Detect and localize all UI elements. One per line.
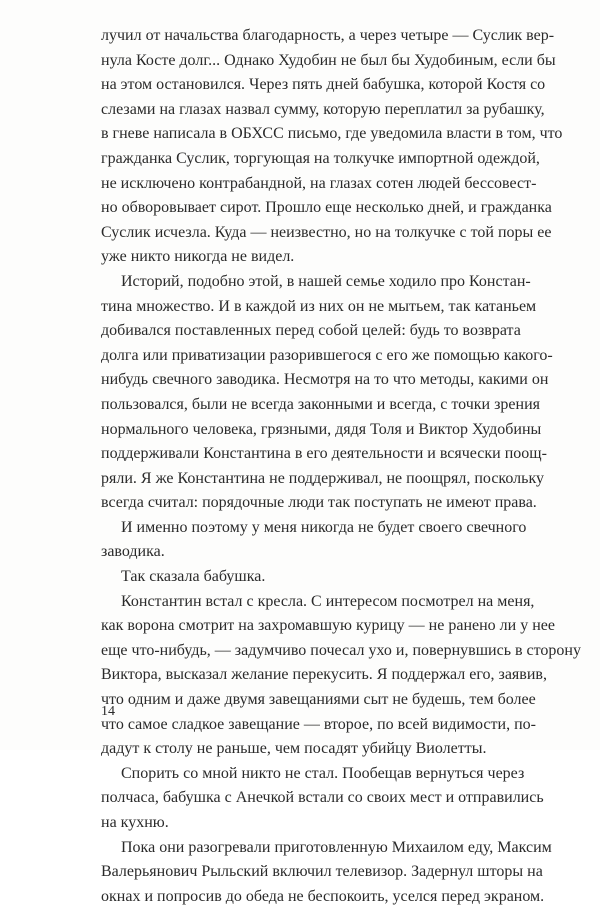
page-number: 14	[101, 704, 115, 719]
text-line: нула Косте долг... Однако Худобин не был бы Худобиным, если бы	[101, 51, 556, 69]
text-line: Пока они разогревали приготовленную Михаилом еду, Максим	[121, 838, 552, 856]
text-line: долга или приватизации разорившегося с его же помощью какого-	[101, 346, 553, 364]
text-line: И именно поэтому у меня никогда не будет своего свечного	[121, 518, 527, 536]
text-line: еще что-нибудь, — задумчиво почесал ухо и, повернувшись в сторону	[101, 641, 581, 659]
text-line: на этом остановился. Через пять дней бабушка, которой Костя со	[101, 76, 546, 94]
body-text	[101, 24, 581, 909]
text-line: Историй, подобно этой, в нашей семье ходило про Констан-	[121, 272, 531, 290]
text-line: как ворона смотрит на захромавшую курицу — не ранено ли у нее	[101, 617, 555, 635]
text-line: нормального человека, грязными, дядя Толя и Виктор Худобины	[101, 420, 542, 438]
text-line: Спорить со мной никто не стал. Пообещав вернуться через	[121, 764, 525, 782]
text-line: лучил от начальства благодарность, а через четыре — Суслик вер-	[101, 27, 555, 44]
text-line: заводика.	[101, 543, 165, 561]
text-line: что одним и даже двумя завещаниями сыт не будешь, тем более	[101, 691, 536, 709]
text-line: уже никто никогда не видел.	[101, 248, 295, 266]
text-line: на кухню.	[101, 814, 169, 831]
text-line: нибудь свечного заводика. Несмотря на то что методы, какими он	[101, 371, 549, 389]
text-line: полчаса, бабушка с Анечкой встали со своих мест и отправились	[101, 789, 544, 807]
text-line: пользовался, были не всегда законными и всегда, с точки зрения	[101, 395, 540, 413]
text-line: ряли. Я же Константина не поддерживал, не поощрял, поскольку	[101, 469, 544, 487]
text-line: Так сказала бабушка.	[121, 568, 266, 586]
text-line: добивался поставленных перед собой целей: будь то возврата	[101, 322, 521, 340]
text-line: дадут к столу не раньше, чем посадят убийцу Виолетты.	[101, 740, 487, 758]
text-line: Валерьянович Рыльский включил телевизор. Задернул шторы на	[101, 863, 543, 881]
text-line: слезами на глазах назвал сумму, которую переплатил за рубашку,	[101, 100, 545, 118]
text-line: поддерживали Константина в его деятельности и всячески поощ-	[101, 445, 547, 463]
text-line: Константин встал с кресла. С интересом посмотрел на меня,	[121, 592, 535, 610]
text-line: но обворовывает сирот. Прошло еще несколько дней, и гражданка	[101, 199, 552, 217]
text-line: не исключено контрабандной, на глазах сотен людей бессовест-	[101, 174, 537, 192]
text-line: Суслик исчезла. Куда — неизвестно, но на толкучке с той поры ее	[101, 223, 552, 241]
text-line: в гневе написала в ОБХСС письмо, где уведомила власти в том, что	[101, 125, 563, 143]
text-line: всегда считал: порядочные люди так поступать не имеют права.	[101, 494, 537, 512]
text-line: Виктора, высказал желание перекусить. Я поддержал его, заявив,	[101, 666, 547, 684]
text-line: тина множество. И в каждой из них он не мытьем, так катаньем	[101, 297, 537, 315]
text-line: гражданка Суслик, торгующая на толкучке импортной одеждой,	[101, 149, 540, 167]
text-line: что самое сладкое завещание — второе, по всей видимости, по-	[101, 715, 536, 733]
text-line: окнах и попросив до обеда не беспокоить, уселся перед экраном.	[101, 887, 545, 905]
